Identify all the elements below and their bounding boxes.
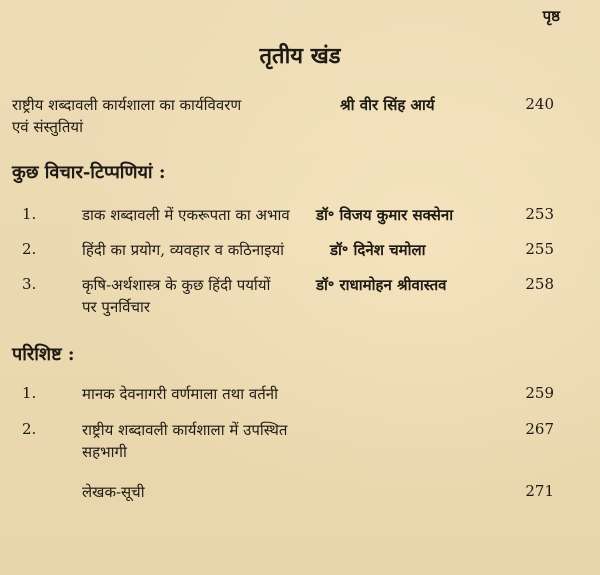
toc-entry-title: कृषि-अर्थशास्त्र के कुछ हिंदी पर्यायों पर पुनर्विचार (82, 276, 271, 316)
toc-entry-author: डॉ॰ राधामोहन श्रीवास्तव (316, 276, 447, 294)
toc-entry-author: डॉ॰ दिनेश चमोला (330, 241, 426, 259)
toc-entry-title: हिंदी का प्रयोग, व्यवहार व कठिनाइयां (82, 241, 285, 259)
page-column-label: पृष्ठ (542, 7, 560, 25)
toc-entry-page: 258 (525, 275, 554, 293)
toc-entry-title: डाक शब्दावली में एकरूपता का अभाव (82, 206, 290, 224)
toc-entry-title: राष्ट्रीय शब्दावली कार्यशाला में उपस्थित सहभागी (82, 421, 288, 461)
toc-entry-page: 271 (525, 482, 554, 500)
toc-entry-author: श्री वीर सिंह आर्य (340, 96, 435, 114)
toc-entry-title: राष्ट्रीय शब्दावली कार्यशाला का कार्यविवरण एवं संस्तुतियां (12, 96, 242, 136)
toc-entry-page: 259 (525, 384, 554, 402)
toc-entry-title: मानक देवनागरी वर्णमाला तथा वर्तनी (82, 385, 278, 403)
toc-entry-number: 3. (22, 275, 37, 293)
toc-entry-page: 253 (525, 205, 554, 223)
toc-entry-author: डॉ॰ विजय कुमार सक्सेना (316, 206, 454, 224)
toc-entry-title: लेखक-सूची (82, 483, 145, 501)
section-title: तृतीय खंड (259, 43, 341, 69)
toc-entry-number: 1. (22, 384, 37, 402)
toc-entry-page: 255 (525, 240, 554, 258)
section-heading-comments: कुछ विचार-टिप्पणियां : (12, 162, 166, 183)
toc-entry-number: 2. (22, 240, 37, 258)
toc-entry-number: 2. (22, 420, 37, 438)
toc-entry-page: 240 (525, 95, 554, 113)
toc-entry-number: 1. (22, 205, 37, 223)
toc-entry-page: 267 (525, 420, 554, 438)
section-heading-appendix: परिशिष्ट : (12, 344, 75, 365)
